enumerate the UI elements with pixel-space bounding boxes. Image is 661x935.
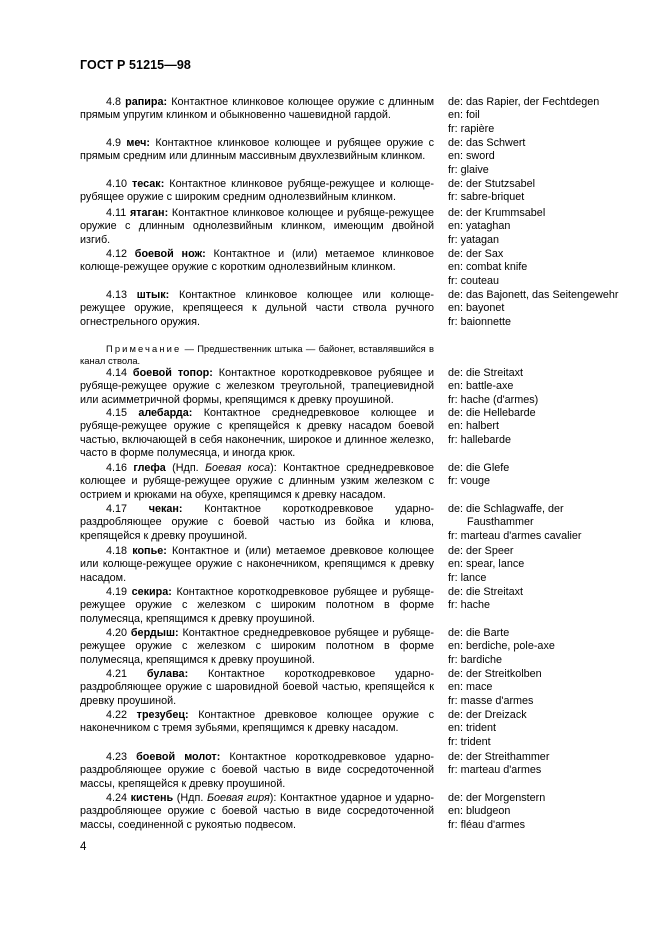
term-deprecated-suffix: ): [270, 462, 277, 474]
term-definition-text: Контактное короткодревковое рубящее и рубяще-режущее оружие с железком треугольной, трапециевидной или асимметричной формы, крепящимся к древку проушиной. [80, 367, 435, 406]
term-number: 4.10 [106, 178, 128, 190]
term-deprecated-prefix: (Ндп. [165, 462, 206, 474]
term-definition-text: Контактное и (или) метаемое древковое колющее или колюще-режущее оружие с наконечником, крепящимся к древку насадом. [80, 545, 434, 584]
term-number: 4.9 [106, 137, 122, 149]
term-definition [80, 137, 434, 164]
foreign-equivalent: fr: bardiche [448, 653, 503, 666]
foreign-equivalent: fr: lance [448, 571, 487, 584]
page-number: 4 [80, 841, 87, 853]
term-number: 4.20 [106, 627, 128, 639]
term-number: 4.18 [106, 545, 128, 557]
term-name: секира: [131, 586, 172, 598]
foreign-equivalent: de: der Sax [448, 248, 504, 260]
foreign-equivalent: de: der Speer [448, 545, 514, 557]
foreign-equivalent: en: spear, lance [448, 558, 525, 571]
foreign-equivalent: de: die Streitaxt [448, 586, 524, 598]
foreign-equivalent: fr: rapière [448, 122, 495, 135]
foreign-equivalent: de: der Krummsabel [448, 207, 546, 219]
term-definition-text: Контактное короткодревковое ударно-раздробляющее оружие с шаровидной боевой частью, крепящейся к древку проушиной. [80, 668, 435, 707]
foreign-equivalents [448, 178, 598, 205]
foreign-equivalent: en: halbert [448, 420, 500, 433]
term-definition-text: Контактное среднедревковое рубящее и рубяще-режущее оружие с железком с широким полотном в форме полумесяца, крепящимся к древку проушиной. [80, 627, 435, 666]
term-number: 4.13 [106, 289, 128, 301]
term-definition [80, 248, 434, 275]
term-name: бердыш: [130, 627, 179, 639]
foreign-equivalent: fr: yatagan [448, 233, 500, 246]
term-name: рапира: [125, 96, 168, 108]
foreign-equivalents [448, 709, 598, 749]
term-definition [80, 751, 434, 791]
term-definition-text: Контактное короткодревковое ударно-раздробляющее оружие с боевой частью в виде сосредоточенной массы, крепящейся к древку проушиной. [80, 751, 435, 790]
foreign-equivalent: fr: baionnette [448, 315, 512, 328]
term-definition [80, 792, 434, 832]
term-definition [80, 709, 434, 736]
foreign-equivalent: en: sword [448, 150, 495, 163]
term-name: боевой топор: [132, 367, 213, 379]
term-deprecated-synonym: Боевая гиря [206, 792, 270, 804]
foreign-equivalent: fr: hache (d'armes) [448, 393, 539, 406]
foreign-equivalents [448, 586, 598, 613]
foreign-equivalent: fr: vouge [448, 475, 491, 488]
foreign-equivalent: en: mace [448, 681, 493, 694]
term-name: кистень [130, 792, 174, 804]
term-definition-text: Контактное короткодревковое ударно-раздробляющее оружие с боевой частью из бойка и клюва, крепящейся к древку проушиной. [80, 503, 435, 542]
term-name: булава: [146, 668, 189, 680]
term-name: меч: [126, 137, 150, 149]
term-definition [80, 668, 434, 708]
foreign-equivalent: en: bayonet [448, 302, 505, 315]
foreign-equivalent: de: das Schwert [448, 137, 526, 149]
foreign-equivalent: Fausthammer [467, 516, 534, 529]
term-definition-text: Контактное среднедревковое колющее и рубяще-режущее оружие с длинным узким железком с острием и крюками на обухе, крепящимся к древку насадом. [80, 462, 434, 501]
foreign-equivalent: en: berdiche, pole-axe [448, 640, 555, 653]
term-name: копье: [132, 545, 167, 557]
foreign-equivalent: de: die Barte [448, 627, 510, 639]
term-definition-text: Контактное клинковое колющее или колюще-режущее оружие, крепящееся к дульной части ствола ручного огнестрельного оружия. [80, 289, 434, 328]
term-name: боевой молот: [136, 751, 221, 763]
foreign-equivalent: en: combat knife [448, 261, 528, 274]
foreign-equivalent: fr: masse d'armes [448, 694, 534, 707]
foreign-equivalent: de: die Hellebarde [448, 407, 536, 419]
term-definition [80, 367, 434, 407]
foreign-equivalents [448, 367, 598, 407]
term-number: 4.12 [106, 248, 128, 260]
foreign-equivalents [448, 96, 598, 136]
term-name: чекан: [148, 503, 183, 515]
term-number: 4.17 [106, 503, 128, 515]
foreign-equivalent: de: der Morgenstern [448, 792, 546, 804]
term-number: 4.19 [106, 586, 128, 598]
foreign-equivalents [448, 668, 598, 708]
term-name: боевой нож: [134, 248, 206, 260]
term-definition [80, 503, 434, 543]
term-definition [80, 207, 434, 247]
foreign-equivalent: de: die Streitaxt [448, 367, 524, 379]
term-deprecated-suffix: ): [269, 792, 277, 804]
term-definition-text: Контактное и (или) метаемое клинковое колюще-режущее оружие с коротким однолезвийным клинком. [80, 248, 434, 274]
foreign-equivalents [448, 207, 598, 247]
term-number: 4.24 [106, 792, 128, 804]
foreign-equivalents [448, 407, 598, 447]
term-definition [80, 462, 434, 502]
term-number: 4.16 [106, 462, 128, 474]
term-definition-text: Контактное среднедревковое колющее и рубяще-режущее оружие с крепящейся к древку насадом боевой частью, включающей в себя наконечник, широкое и длинное железко, часто в форме полумесяца, и иногда крюк. [80, 407, 434, 460]
term-deprecated-prefix: (Ндп. [173, 792, 207, 804]
term-name: трезубец: [136, 709, 189, 721]
foreign-equivalents [448, 627, 598, 667]
term-name: алебарда: [138, 407, 193, 419]
term-number: 4.22 [106, 709, 128, 721]
term-definition-text: Контактное клинковое колющее и рубящее оружие с прямым средним или длинным массивным двухлезвийным клинком. [80, 137, 435, 163]
foreign-equivalents [448, 792, 598, 832]
foreign-equivalent: de: das Rapier, der Fechtdegen [448, 96, 600, 108]
foreign-equivalents [448, 751, 598, 778]
foreign-equivalent: fr: sabre-briquet [448, 191, 525, 204]
note-text: — Предшественник штыка — байонет, вставлявшийся в канал ствола. [80, 343, 434, 367]
foreign-equivalents [448, 545, 598, 585]
term-definition-text: Контактное ударное и ударно-раздробляющее оружие с боевой частью в виде сосредоточенной массы, соединенной с рукоятью подвесом. [80, 792, 435, 831]
term-number: 4.15 [106, 407, 128, 419]
term-name: ятаган: [129, 207, 169, 219]
term-definition-text: Контактное клинковое колющее и рубяще-режущее оружие с длинным однолезвийным клинком, имеющим двойной изгиб. [80, 207, 435, 246]
document-header: ГОСТ Р 51215—98 [80, 58, 191, 72]
term-deprecated-synonym: Боевая коса [205, 462, 271, 474]
term-definition [80, 627, 434, 667]
foreign-equivalent: de: das Bajonett, das Seitengewehr [448, 289, 619, 301]
term-definition [80, 178, 434, 205]
foreign-equivalents [448, 503, 598, 543]
term-definition [80, 545, 434, 585]
term-name: тесак: [132, 178, 165, 190]
foreign-equivalent: en: battle-axe [448, 380, 514, 393]
foreign-equivalents [448, 137, 598, 177]
foreign-equivalent: fr: marteau d'armes cavalier [448, 529, 582, 542]
foreign-equivalent: de: der Streitkolben [448, 668, 542, 680]
foreign-equivalent: en: foil [448, 109, 480, 122]
term-number: 4.23 [106, 751, 128, 763]
foreign-equivalents [448, 462, 598, 489]
note [80, 343, 434, 368]
foreign-equivalent: fr: trident [448, 735, 491, 748]
foreign-equivalents [448, 289, 619, 329]
foreign-equivalent: de: der Streithammer [448, 751, 550, 763]
foreign-equivalent: fr: marteau d'armes [448, 764, 542, 777]
foreign-equivalents [448, 248, 598, 288]
foreign-equivalent: de: der Stutzsabel [448, 178, 536, 190]
term-definition [80, 407, 434, 461]
term-number: 4.8 [106, 96, 122, 108]
term-number: 4.21 [106, 668, 128, 680]
foreign-equivalent: fr: hache [448, 599, 491, 612]
foreign-equivalent: fr: glaive [448, 163, 489, 176]
foreign-equivalent: de: der Dreizack [448, 709, 527, 721]
foreign-equivalent: en: yataghan [448, 220, 511, 233]
foreign-equivalent: fr: hallebarde [448, 433, 512, 446]
foreign-equivalent: de: die Schlagwaffe, der [448, 503, 564, 515]
term-definition [80, 586, 434, 626]
note-label: Примечание [106, 343, 182, 354]
term-definition [80, 96, 434, 123]
term-definition-text: Контактное клинковое колющее оружие с длинным прямым упругим клинком и обыкновенно чашевидной гардой. [80, 96, 435, 122]
term-definition-text: Контактное древковое колющее оружие с наконечником с тремя зубьями, крепящимся к древку насадом. [80, 709, 435, 735]
term-definition-text: Контактное короткодревковое рубящее и рубяще-режущее оружие с железком с широким полотном в форме полумесяца, крепящимся к древку проушиной. [80, 586, 435, 625]
term-definition [80, 289, 434, 329]
foreign-equivalent: fr: fléau d'armes [448, 818, 526, 831]
foreign-equivalent: fr: couteau [448, 274, 500, 287]
foreign-equivalent: en: trident [448, 722, 497, 735]
term-name: глефа [133, 462, 166, 474]
foreign-equivalent: en: bludgeon [448, 805, 511, 818]
term-number: 4.14 [106, 367, 128, 379]
term-number: 4.11 [106, 207, 127, 219]
foreign-equivalent: de: die Glefe [448, 462, 510, 474]
term-name: штык: [136, 289, 170, 301]
term-definition-text: Контактное клинковое рубяще-режущее и колюще-рубящее оружие с широким средним однолезвийным клинком. [80, 178, 435, 204]
